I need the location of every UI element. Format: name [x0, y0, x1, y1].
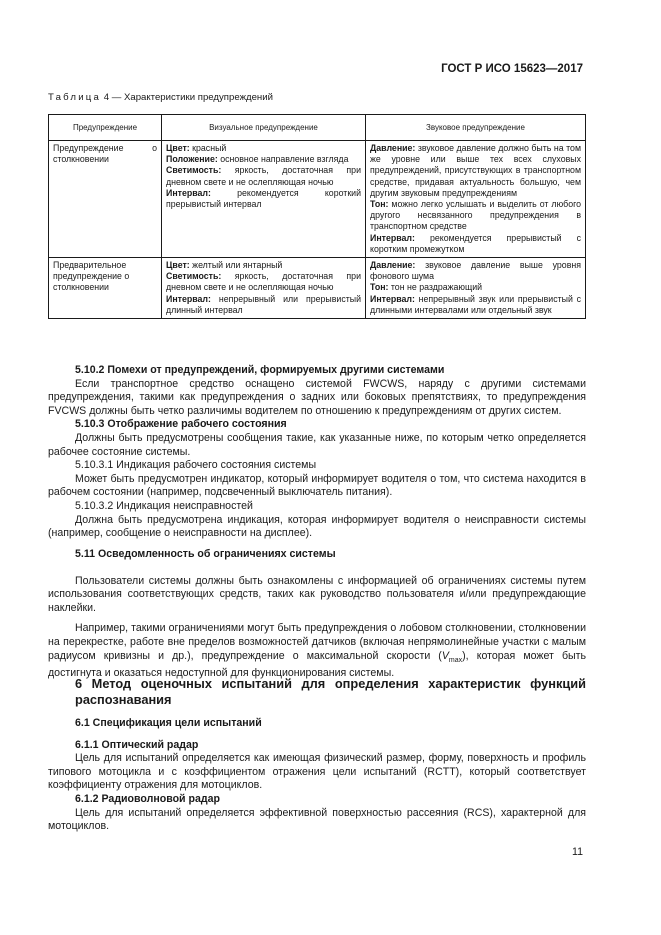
audio-cell: Давление: звуковое давление должно быть на том же уровне или выше тех всех слуховых предупреждений, присутствующих в транспортном средстве, придавая актуальность большую, чем другим звуковым предупреждениям Тон: можно легко услышать и выделить от любого другого несвязанного предупреждения в транспортном средстве Интервал: рекомендуется прерывистый с коротким промежутком	[366, 141, 586, 258]
table-caption-prefix: Таблица	[48, 92, 102, 103]
header-warning: Предупреждение	[49, 115, 162, 141]
standard-designation: ГОСТ Р ИСО 15623—2017	[441, 63, 583, 75]
section-5-10	[48, 364, 586, 541]
paragraph-5-10-3-1: Может быть предусмотрен индикатор, который информирует водителя о том, что система находится в рабочем состоянии (например, подсвеченный выключатель питания).	[48, 472, 586, 499]
paragraph-5-11-1: Пользователи системы должны быть ознакомлены с информацией об ограничениях системы путем использования соответствующих средств, таких как руководство пользователя и/или предупреждающие наклейки.	[48, 574, 586, 614]
table-caption-number: 4	[103, 92, 110, 103]
heading-6-1-1: 6.1.1 Оптический радар	[75, 738, 199, 751]
section-5-11	[48, 548, 586, 681]
heading-5-10-3: 5.10.3 Отображение рабочего состояния	[75, 418, 287, 431]
page-number: 11	[572, 846, 583, 858]
warning-type-cell: Предупреждение о столкновении	[49, 141, 162, 258]
heading-6-1: 6.1 Спецификация цели испытаний	[75, 717, 262, 729]
paragraph-6-1-1: Цель для испытаний определяется как имеющая физический размер, форму, поверхность и профиль типового мотоцикла и с коэффициентом отражения цели испытаний (RCTT), который соответствует коэффициенту отражения для мотоциклов.	[48, 752, 586, 792]
table-caption	[48, 92, 273, 103]
heading-5-10-3-2: 5.10.3.2 Индикация неисправностей	[75, 499, 253, 512]
paragraph-5-10-3-2: Должна быть предусмотрена индикация, которая информирует водителя о неисправности системы (например, сообщение о неисправности на дисплее).	[48, 513, 586, 540]
paragraph-5-10-3: Должны быть предусмотрены сообщения такие, как указанные ниже, по которым четко определяется рабочее состояние системы.	[48, 431, 586, 458]
table-row	[49, 258, 586, 319]
paragraph-6-1-2: Цель для испытаний определяется эффективной поверхностью рассеяния (RCS), характерной для мотоциклов.	[48, 806, 586, 833]
heading-6: 6 Метод оценочных испытаний для определения характеристик функций распознавания	[75, 676, 586, 707]
table-caption-text: — Характеристики предупреждений	[111, 92, 273, 103]
heading-5-10-2: 5.10.2 Помехи от предупреждений, формируемых другими системами	[75, 364, 445, 376]
heading-5-10-3-1: 5.10.3.1 Индикация рабочего состояния системы	[75, 459, 317, 472]
heading-5-11: 5.11 Осведомленность об ограничениях системы	[75, 548, 336, 560]
table-row	[49, 141, 586, 258]
paragraph-5-11-2: Например, такими ограничениями могут быть предупреждения о лобовом столкновении, столкновении на перекрестке, работе вне пределов возможностей датчиков (включая непрямолинейные участки с малым радиусом кривизны и др.), предупреждение о максимальной скорости $(V_{max})$, которая может быть достигнута и оказаться недоступной для функционирования системы.	[48, 622, 586, 680]
paragraph-5-10-2: Если транспортное средство оснащено системой FWCWS, наряду с другими системами предупреждения, такими как предупреждения о задних или боковых препятствиях, то предупреждения FVCWS должны быть четко различимы водителем по отношению к предупреждениям от других систем.	[48, 377, 586, 417]
visual-cell: Цвет: красный Положение: основное направление взгляда Светимость: яркость, достаточная при дневном свете и не ослепляющая ночью Интервал: рекомендуется короткий прерывистый интервал	[162, 141, 366, 258]
heading-6-1-2: 6.1.2 Радиоволновой радар	[75, 792, 220, 805]
section-6	[48, 676, 586, 834]
table-header-row	[49, 115, 586, 141]
warnings-table	[48, 114, 586, 319]
warning-type-cell: Предварительное предупреждение о столкновении	[49, 258, 162, 319]
audio-cell: Давление: звуковое давление выше уровня фонового шума Тон: тон не раздражающий Интервал: непрерывный звук или прерывистый с длинными интервалами или отдельный звук	[366, 258, 586, 319]
visual-cell: Цвет: желтый или янтарный Светимость: яркость, достаточная при дневном свете и не ослепляющая ночью Интервал: непрерывный или прерывистый длинный интервал	[162, 258, 366, 319]
header-visual: Визуальное предупреждение	[162, 115, 366, 141]
header-audio: Звуковое предупреждение	[366, 115, 586, 141]
